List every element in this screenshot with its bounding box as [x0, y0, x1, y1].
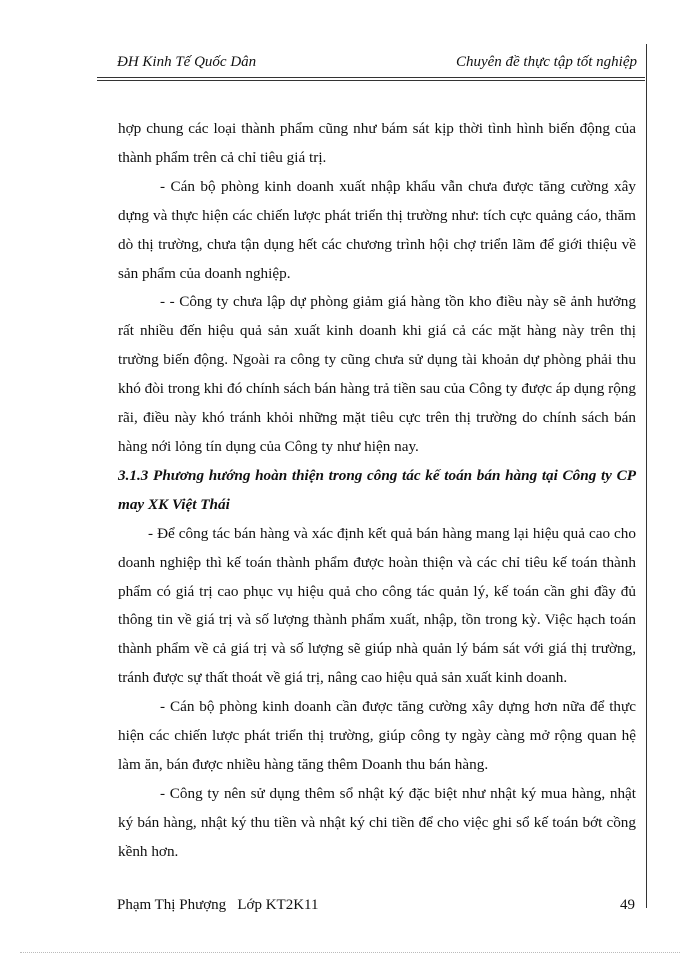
paragraph-1: hợp chung các loại thành phẩm cũng như bám sát kịp thời tình hình biến động của thành phẩm trên cả chỉ tiêu giá trị. [118, 120, 636, 166]
page-number: 49 [620, 897, 635, 913]
paragraph-2: - Cán bộ phòng kinh doanh xuất nhập khẩu vẫn chưa được tăng cường xây dựng và thực hiện các chiến lược phát triển thị trường như: tích cực quảng cáo, thăm dò thị trường, chưa tận dụng hết các chương trình hội chợ triển lãm để giới thiệu về sản phẩm của doanh nghiệp. [118, 177, 636, 282]
page-header [117, 54, 637, 71]
section-heading: 3.1.3 Phương hướng hoàn thiện trong công tác kế toán bán hàng tại Công ty CP may XK Việt Thái [118, 466, 636, 513]
paragraph-3: - - Công ty chưa lập dự phòng giảm giá hàng tồn kho điều này sẽ ảnh hưởng rất nhiều đến hiệu quả sản xuất kinh doanh khi giá cả các mặt hàng này trên thị trường biến động. Ngoài ra công ty cũng chưa sử dụng tài khoản dự phòng phải thu khó đòi trong khi đó chính sách bán hàng trả tiền sau của Công ty được áp dụng rộng rãi, điều này khó tránh khỏi những mặt tiêu cực trên thị trường do chính sách bán hàng nới lỏng tín dụng của Công ty như hiện nay. [118, 293, 636, 455]
header-university: ĐH Kinh Tế Quốc Dân [117, 54, 257, 70]
header-divider [97, 77, 645, 81]
page-footer [117, 897, 635, 914]
footer-author: Phạm Thị Phượng Lớp KT2K11 [117, 897, 319, 913]
page-bottom-divider [20, 952, 680, 953]
document-body [118, 115, 636, 867]
paragraph-4: - Để công tác bán hàng và xác định kết quả bán hàng mang lại hiệu quả cao cho doanh nghiệp thì kế toán thành phẩm được hoàn thiện và các chỉ tiêu kế toán thành phẩm có giá trị cao phục vụ hiệu quả cho công tác quản lý, kế toán cần ghi đầy đủ thông tin về giá trị và số lượng thành phẩm xuất, nhập, tồn trong kỳ. Việc hạch toán thành phẩm về cả giá trị và số lượng sẽ giúp nhà quản lý bám sát với giá thị trường, tránh được sự thất thoát về giá trị, nâng cao hiệu quả sản xuất kinh doanh. [118, 524, 636, 687]
header-document-title: Chuyên đề thực tập tốt nghiệp [455, 54, 637, 70]
paragraph-6: - Công ty nên sử dụng thêm sổ nhật ký đặc biệt như nhật ký mua hàng, nhật ký bán hàng, nhật ký thu tiền và nhật ký chi tiền để cho việc ghi sổ kế toán bớt cồng kềnh hơn. [118, 784, 636, 860]
paragraph-5: - Cán bộ phòng kinh doanh cần được tăng cường xây dựng hơn nữa để thực hiện các chiến lược phát triển thị trường, giúp công ty ngày càng mở rộng quan hệ làm ăn, bán được nhiều hàng tăng thêm Doanh thu bán hàng. [118, 698, 636, 773]
